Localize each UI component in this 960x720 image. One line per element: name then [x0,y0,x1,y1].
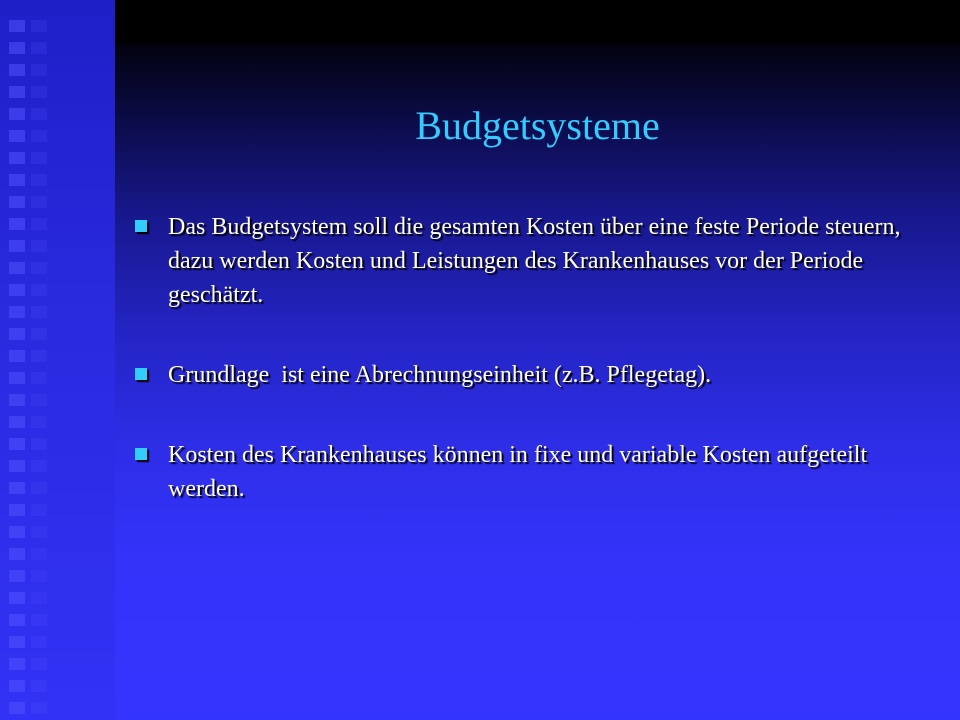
decorative-squares-faint [31,20,47,720]
left-decorative-band [0,0,115,720]
bullet-text: Das Budgetsystem soll die gesamten Kosten über eine feste Periode steuern, dazu werden Kosten und Leistungen des Krankenhauses vor der Periode geschätzt. [168,214,901,308]
bullet-list [132,210,922,552]
slide-title: Budgetsysteme [415,103,660,148]
top-dark-band [115,0,960,44]
bullet-item [132,438,922,506]
decorative-squares [9,20,25,720]
square-bullet-icon [135,448,147,460]
bullet-text: Grundlage ist eine Abrechnungseinheit (z.B. Pflegetag). [168,362,712,388]
square-bullet-icon [135,368,147,380]
square-bullet-icon [135,220,147,232]
bullet-item [132,210,922,312]
bullet-text: Kosten des Krankenhauses können in fixe und variable Kosten aufgeteilt werden. [168,442,868,502]
bullet-item [132,358,922,392]
